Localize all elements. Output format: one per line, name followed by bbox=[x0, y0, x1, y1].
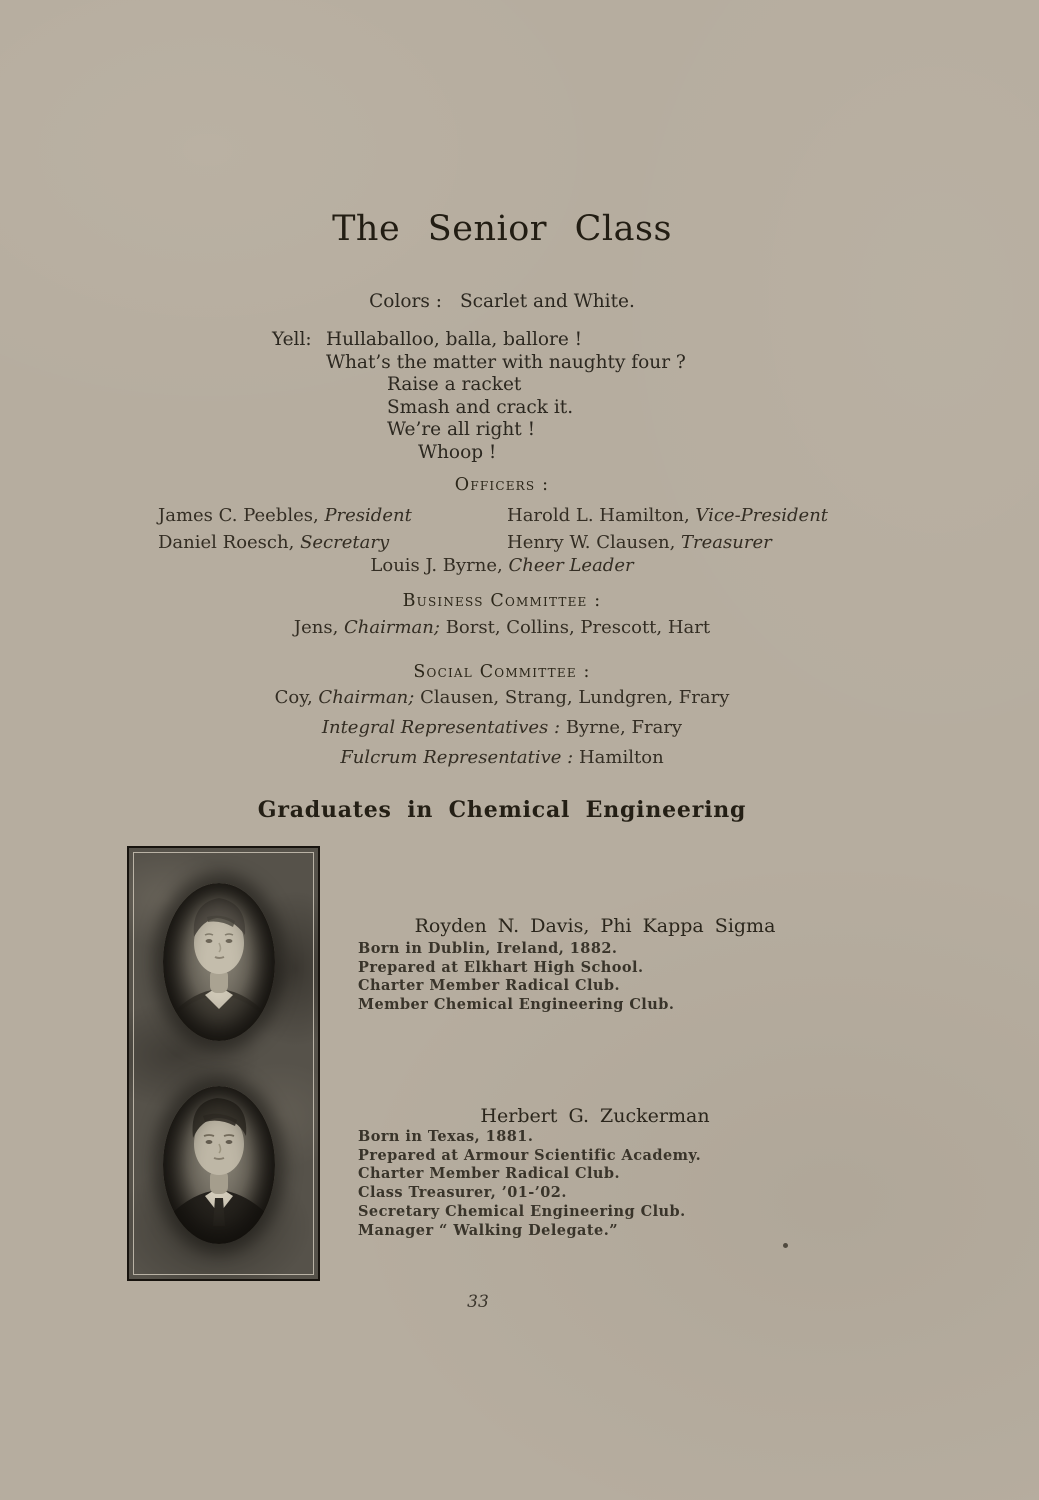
business-committee-heading: Business Committee : bbox=[402, 591, 602, 611]
bio-line: Member Chemical Engineering Club. bbox=[358, 996, 675, 1014]
committee-chair-name: Jens, bbox=[293, 617, 339, 638]
officer-row-cheer-leader bbox=[17, 555, 987, 576]
officer-row bbox=[158, 530, 412, 557]
committee-member-list: Borst, Collins, Prescott, Hart bbox=[445, 617, 711, 638]
class-colors-line bbox=[17, 291, 987, 312]
representative-label: Integral Representatives : bbox=[321, 717, 561, 738]
ink-speck bbox=[783, 1243, 788, 1248]
fulcrum-representative-line bbox=[17, 747, 987, 768]
yell-line: Whoop ! bbox=[418, 441, 497, 463]
officer-name: Daniel Roesch, bbox=[158, 531, 295, 553]
bio-line: Secretary Chemical Engineering Club. bbox=[358, 1202, 686, 1220]
officers-column-right bbox=[507, 503, 828, 556]
yell-line: What’s the matter with naughty four ? bbox=[326, 351, 686, 373]
social-committee-heading: Social Committee : bbox=[413, 662, 591, 682]
class-yell bbox=[272, 329, 686, 465]
bio-line: Born in Dublin, Ireland, 1882. bbox=[358, 940, 618, 957]
yell-line: Smash and crack it. bbox=[387, 396, 574, 418]
yell-lines bbox=[326, 329, 686, 465]
representative-names: Byrne, Frary bbox=[565, 717, 683, 738]
graduate-name-zuckerman: Herbert G. Zuckerman bbox=[480, 1105, 710, 1127]
representative-label: Fulcrum Representative : bbox=[340, 747, 574, 768]
colors-label: Colors : bbox=[369, 291, 442, 312]
officer-title: Vice-President bbox=[695, 505, 829, 526]
portrait-photo-panel bbox=[127, 846, 320, 1281]
portrait-illustration bbox=[163, 883, 275, 1041]
portrait-illustration bbox=[163, 1086, 275, 1244]
committee-chair-title: Chairman; bbox=[318, 687, 415, 708]
bio-line: Manager “ Walking Delegate.” bbox=[358, 1221, 619, 1239]
yell-line: We’re all right ! bbox=[387, 419, 536, 441]
officer-title: Cheer Leader bbox=[508, 555, 634, 576]
yell-line: Hullaballoo, balla, ballore ! bbox=[326, 329, 583, 350]
officer-row bbox=[507, 530, 828, 557]
officer-title: Treasurer bbox=[681, 531, 772, 553]
bio-line: Born in Texas, 1881. bbox=[358, 1128, 534, 1145]
officer-name: James C. Peebles, bbox=[158, 505, 319, 526]
bio-line: Charter Member Radical Club. bbox=[358, 977, 620, 995]
officer-name: Louis J. Byrne, bbox=[370, 555, 503, 576]
graduates-section-heading: Graduates in Chemical Engineering bbox=[257, 797, 747, 823]
graduate-bio-davis bbox=[358, 940, 674, 1015]
bio-line: Class Treasurer, ’01-’02. bbox=[358, 1184, 567, 1202]
business-committee-members bbox=[17, 617, 987, 638]
graduate-bio-zuckerman bbox=[358, 1128, 701, 1240]
page-title: The Senior Class bbox=[332, 209, 672, 249]
page-number: 33 bbox=[467, 1292, 489, 1312]
yell-label: Yell: bbox=[272, 329, 312, 350]
integral-representatives-line bbox=[17, 717, 987, 738]
portrait-herbert-zuckerman bbox=[163, 1086, 275, 1244]
representative-names: Hamilton bbox=[578, 747, 664, 768]
officer-title: President bbox=[324, 505, 412, 526]
bio-line: Prepared at Elkhart High School. bbox=[358, 958, 644, 976]
officer-name: Henry W. Clausen, bbox=[507, 531, 676, 553]
officers-column-left bbox=[158, 503, 412, 556]
graduate-name-davis: Royden N. Davis, Phi Kappa Sigma bbox=[414, 915, 776, 937]
officer-name: Harold L. Hamilton, bbox=[507, 505, 690, 526]
officer-row bbox=[507, 503, 828, 530]
officer-row bbox=[158, 503, 412, 530]
yell-line: Raise a racket bbox=[387, 374, 522, 396]
committee-chair-name: Coy, bbox=[274, 687, 313, 708]
officers-heading: Officers : bbox=[454, 475, 550, 495]
colors-value: Scarlet and White. bbox=[459, 291, 635, 312]
committee-member-list: Clausen, Strang, Lundgren, Frary bbox=[420, 687, 730, 708]
portrait-royden-davis bbox=[163, 883, 275, 1041]
officer-title: Secretary bbox=[300, 531, 390, 553]
bio-line: Prepared at Armour Scientific Academy. bbox=[358, 1146, 702, 1164]
bio-line: Charter Member Radical Club. bbox=[358, 1165, 620, 1183]
social-committee-members bbox=[17, 687, 987, 708]
committee-chair-title: Chairman; bbox=[344, 617, 440, 638]
